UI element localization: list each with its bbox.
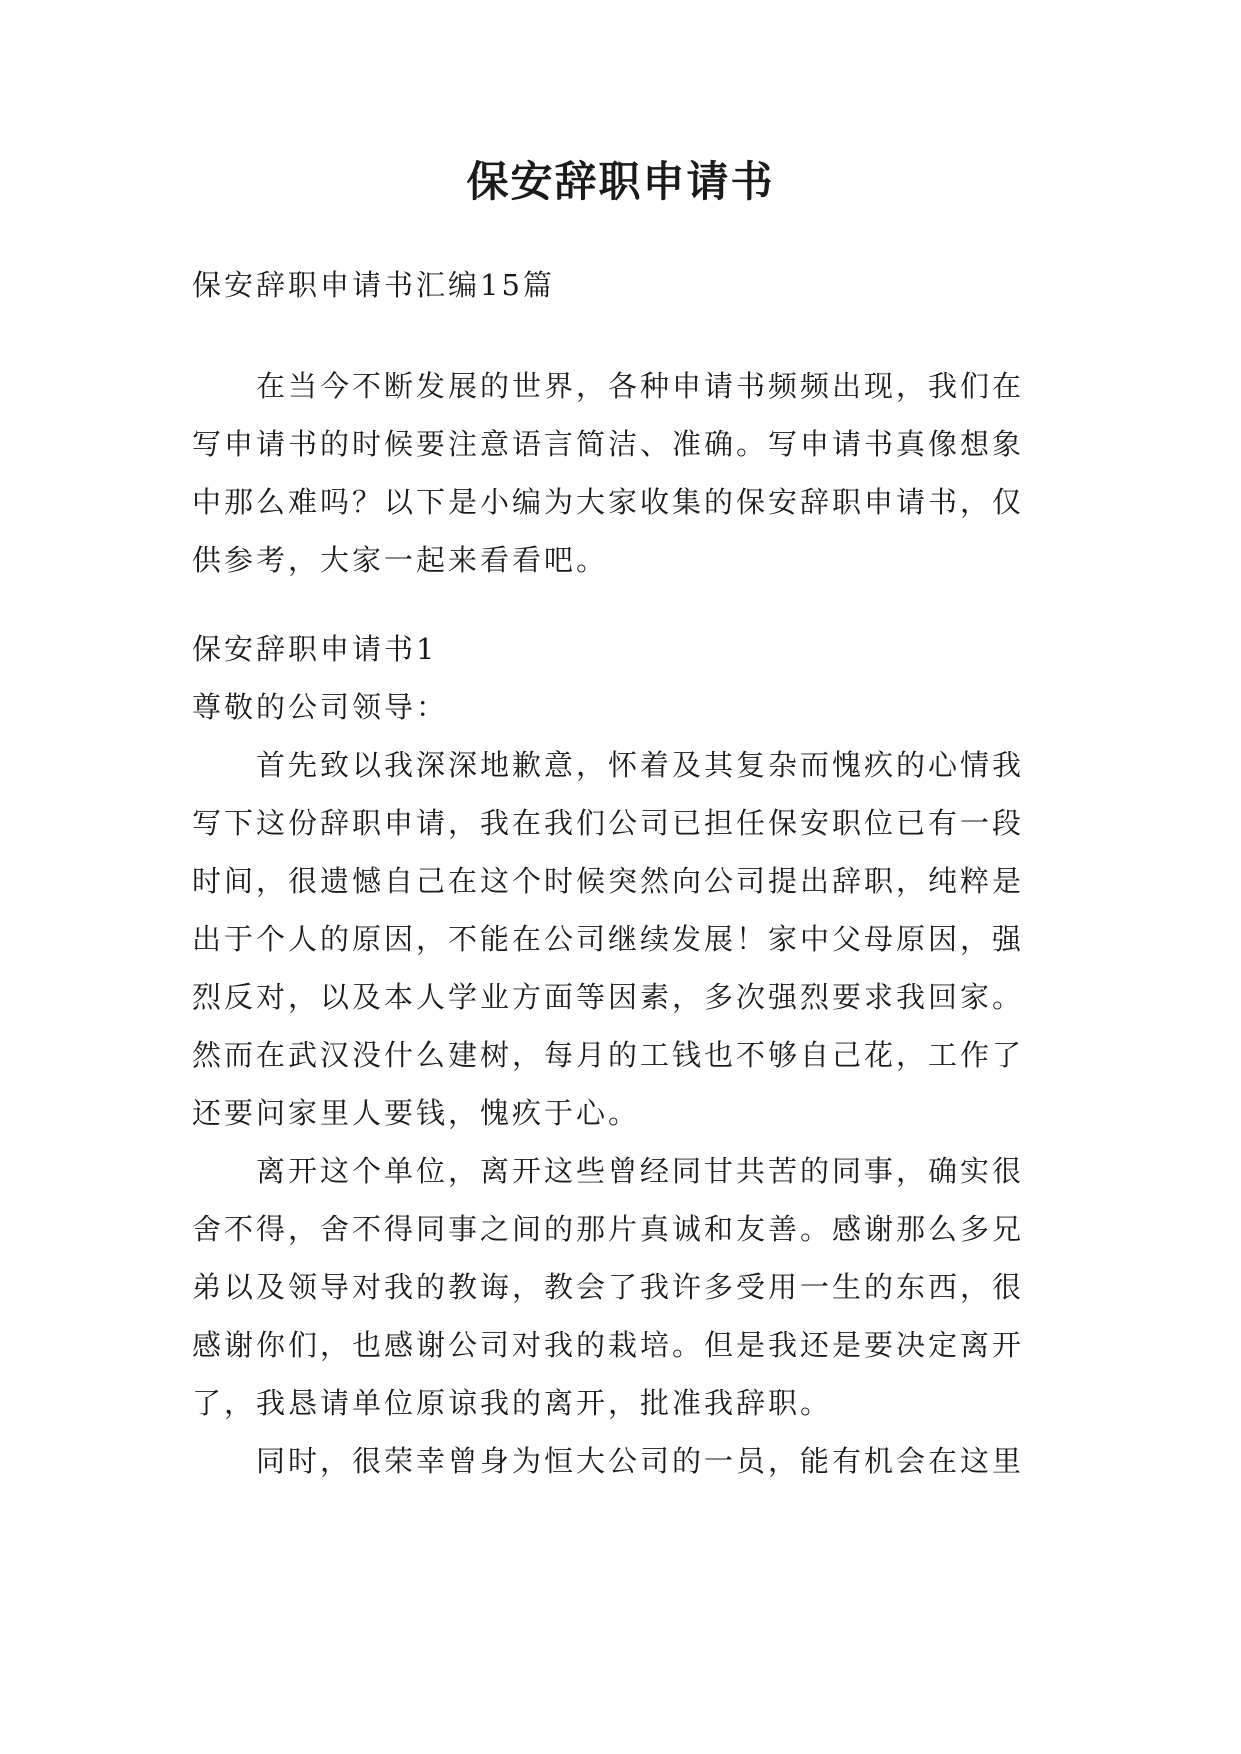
body-line: 感谢你们，也感谢公司对我的栽培。但是我还是要决定离开 <box>192 1328 1025 1362</box>
body-line: 时间，很遗憾自己在这个时候突然向公司提出辞职，纯粹是 <box>192 864 1025 898</box>
body-line: 烈反对，以及本人学业方面等因素，多次强烈要求我回家。 <box>192 980 1025 1014</box>
document-subtitle: 保安辞职申请书汇编15篇 <box>192 268 555 302</box>
intro-line: 写申请书的时候要注意语言简洁、准确。写申请书真像想象 <box>192 427 1025 461</box>
body-line: 写下这份辞职申请，我在我们公司已担任保安职位已有一段 <box>192 806 1025 840</box>
section-heading: 保安辞职申请书1 <box>192 632 438 666</box>
body-line: 舍不得，舍不得同事之间的那片真诚和友善。感谢那么多兄 <box>192 1212 1025 1246</box>
intro-line: 在当今不断发展的世界，各种申请书频频出现，我们在 <box>192 369 1025 403</box>
body-line: 同时，很荣幸曾身为恒大公司的一员，能有机会在这里 <box>192 1444 1025 1478</box>
body-line: 离开这个单位，离开这些曾经同甘共苦的同事，确实很 <box>192 1154 1025 1188</box>
intro-line: 中那么难吗？以下是小编为大家收集的保安辞职申请书，仅 <box>192 485 1025 519</box>
salutation: 尊敬的公司领导： <box>192 690 449 724</box>
body-line: 出于个人的原因，不能在公司继续发展！家中父母原因，强 <box>192 922 1025 956</box>
body-line: 首先致以我深深地歉意，怀着及其复杂而愧疚的心情我 <box>192 748 1025 782</box>
document-title: 保安辞职申请书 <box>466 157 775 206</box>
intro-line: 供参考，大家一起来看看吧。 <box>192 543 609 577</box>
body-line: 弟以及领导对我的教诲，教会了我许多受用一生的东西，很 <box>192 1270 1025 1304</box>
intro-paragraph <box>192 357 1068 589</box>
body-line: 然而在武汉没什么建树，每月的工钱也不够自己花，工作了 <box>192 1038 1025 1072</box>
body-line: 还要问家里人要钱，愧疚于心。 <box>192 1096 641 1130</box>
body-line: 了，我恳请单位原谅我的离开，批准我辞职。 <box>192 1386 833 1420</box>
section-1 <box>192 620 1068 1490</box>
document-subtitle-block <box>192 256 1068 314</box>
